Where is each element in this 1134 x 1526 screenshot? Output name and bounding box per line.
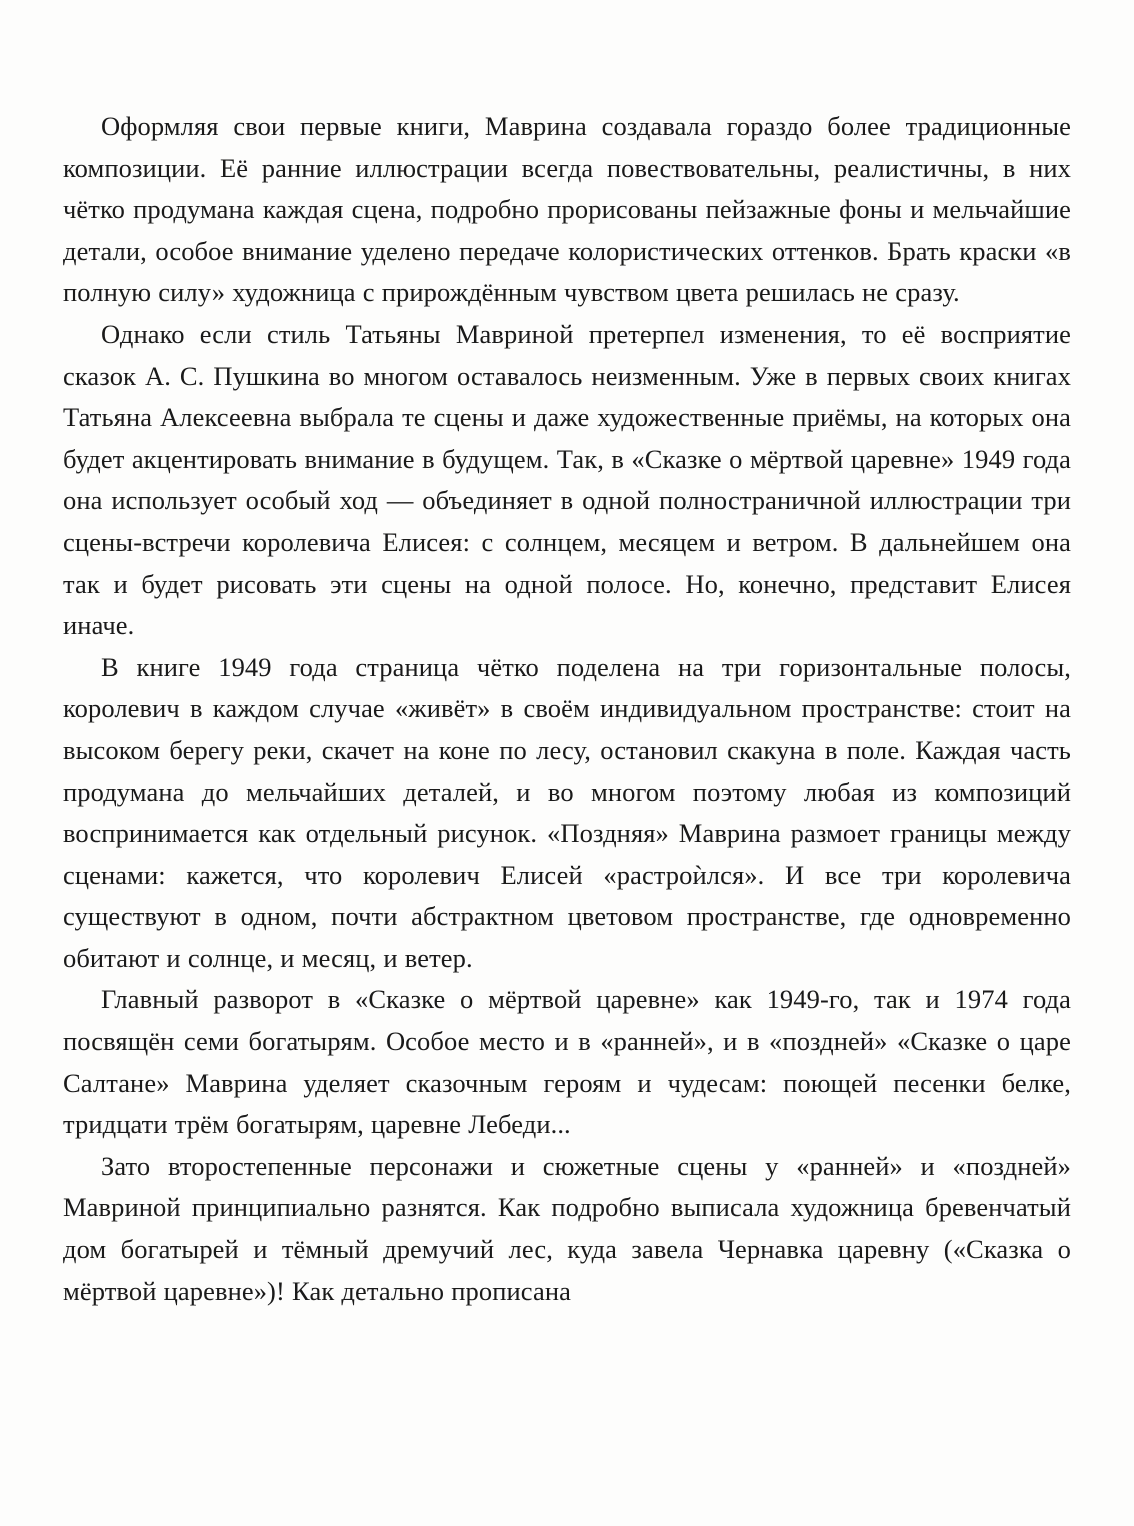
paragraph-4: Главный разворот в «Сказке о мёртвой царевне» как 1949-го, так и 1974 года посвящён семи богатырям. Особое место и в «ранней», и в «поздней» «Сказке о царе Салтане» Маврина уделяет сказочным героям и чудесам: поющей песенки белке, тридцати трём богатырям, царевне Лебеди... (63, 984, 1071, 1140)
paragraph-2: Однако если стиль Татьяны Мавриной претерпел изменения, то её восприятие сказок А. С. Пушкина во многом оставалось неизменным. Уже в первых своих книгах Татьяна Алексеевна выбрала те сцены и даже художественные приёмы, на которых она будет акцентировать внимание в будущем. Так, в «Сказке о мёртвой царевне» 1949 года она использует особый ход — объединяет в одной полностраничной иллюстрации три сцены-встречи королевича Елисея: с солнцем, месяцем и ветром. В дальнейшем она так и будет рисовать эти сцены на одной полосе. Но, конечно, представит Елисея иначе. (63, 318, 1071, 641)
paragraph-5: Зато второстепенные персонажи и сюжетные сцены у «ранней» и «поздней» Мавриной принципиально разнятся. Как подробно выписала художница бревенчатый дом богатырей и тёмный дремучий лес, куда завела Чернавка царевну («Сказка о мёртвой царевне»)! Как детально прописана (63, 1150, 1071, 1306)
text-column (63, 106, 1071, 1312)
paragraph-3: В книге 1949 года страница чётко поделена на три горизонтальные полосы, королевич в каждом случае «живёт» в своём индивидуальном пространстве: стоит на высоком берегу реки, скачет на коне по лесу, остановил скакуна в поле. Каждая часть продумана до мельчайших деталей, и во многом поэтому любая из композиций воспринимается как отдельный рисунок. «Поздняя» Маврина размоет границы между сценами: кажется, что королевич Елисей «растроѝлся». И все три королевича существуют в одном, почти абстрактном цветовом пространстве, где одновременно обитают и солнце, и месяц, и ветер. (63, 651, 1071, 973)
paragraph-1: Оформляя свои первые книги, Маврина создавала гораздо более традиционные композиции. Её ранние иллюстрации всегда повествовательны, реалистичны, в них чётко продумана каждая сцена, подробно прорисованы пейзажные фоны и мельчайшие детали, особое внимание уделено передаче колористических оттенков. Брать краски «в полную силу» художница с прирождённым чувством цвета решилась не сразу. (63, 111, 1071, 308)
